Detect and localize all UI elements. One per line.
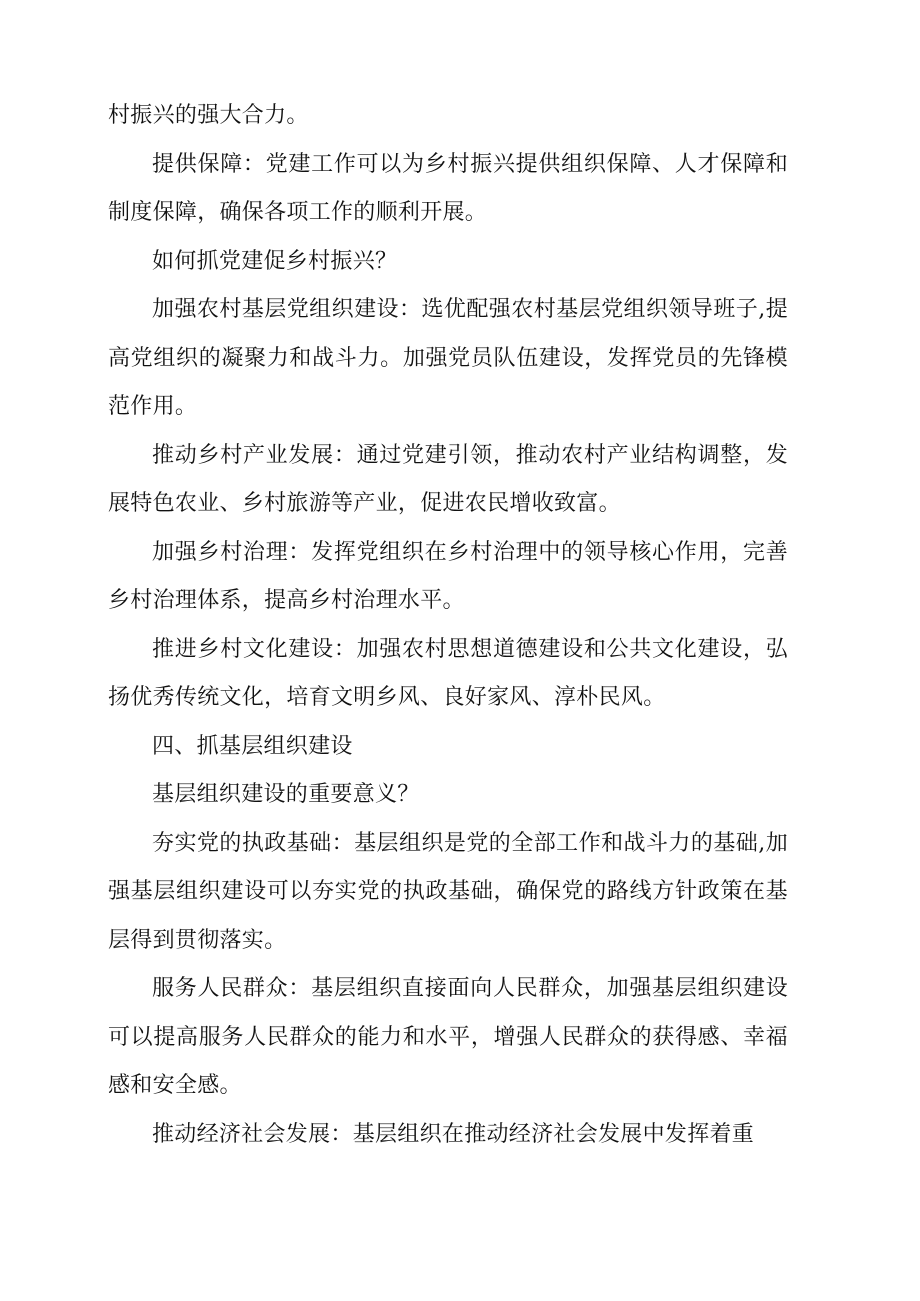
document-body	[108, 92, 788, 1159]
section-question-grassroots-significance: 基层组织建设的重要意义？	[152, 782, 420, 807]
paragraph-rural-culture: 推进乡村文化建设：加强农村思想道德建设和公共文化建设，弘扬优秀传统文化，培育文明乡风、良好家风、淳朴民风。	[108, 636, 788, 710]
paragraph-rural-governance: 加强乡村治理：发挥党组织在乡村治理中的领导核心作用，完善乡村治理体系，提高乡村治理水平。	[108, 539, 788, 613]
paragraph-strengthen-party-organization: 加强农村基层党组织建设：选优配强农村基层党组织领导班子,提高党组织的凝聚力和战斗力。加强党员队伍建设，发挥党员的先锋模范作用。	[108, 297, 788, 419]
section-heading-grassroots: 四、抓基层组织建设	[152, 733, 353, 759]
paragraph-ruling-foundation: 夯实党的执政基础：基层组织是党的全部工作和战斗力的基础,加强基层组织建设可以夯实党的执政基础，确保党的路线方针政策在基层得到贯彻落实。	[108, 830, 788, 953]
paragraph-serve-people: 服务人民群众：基层组织直接面向人民群众，加强基层组织建设可以提高服务人民群众的能力和水平，增强人民群众的获得感、幸福感和安全感。	[108, 976, 788, 1098]
paragraph-provide-guarantee: 提供保障：党建工作可以为乡村振兴提供组织保障、人才保障和制度保障，确保各项工作的顺利开展。	[108, 151, 788, 225]
paragraph-rural-industry: 推动乡村产业发展：通过党建引领，推动农村产业结构调整，发展特色农业、乡村旅游等产业，促进农民增收致富。	[108, 442, 788, 516]
paragraph-economic-development: 推动经济社会发展：基层组织在推动经济社会发展中发挥着重	[152, 1121, 755, 1147]
section-question-rural-revitalization: 如何抓党建促乡村振兴？	[152, 248, 398, 274]
paragraph-continuation: 村振兴的强大合力。	[108, 103, 309, 128]
